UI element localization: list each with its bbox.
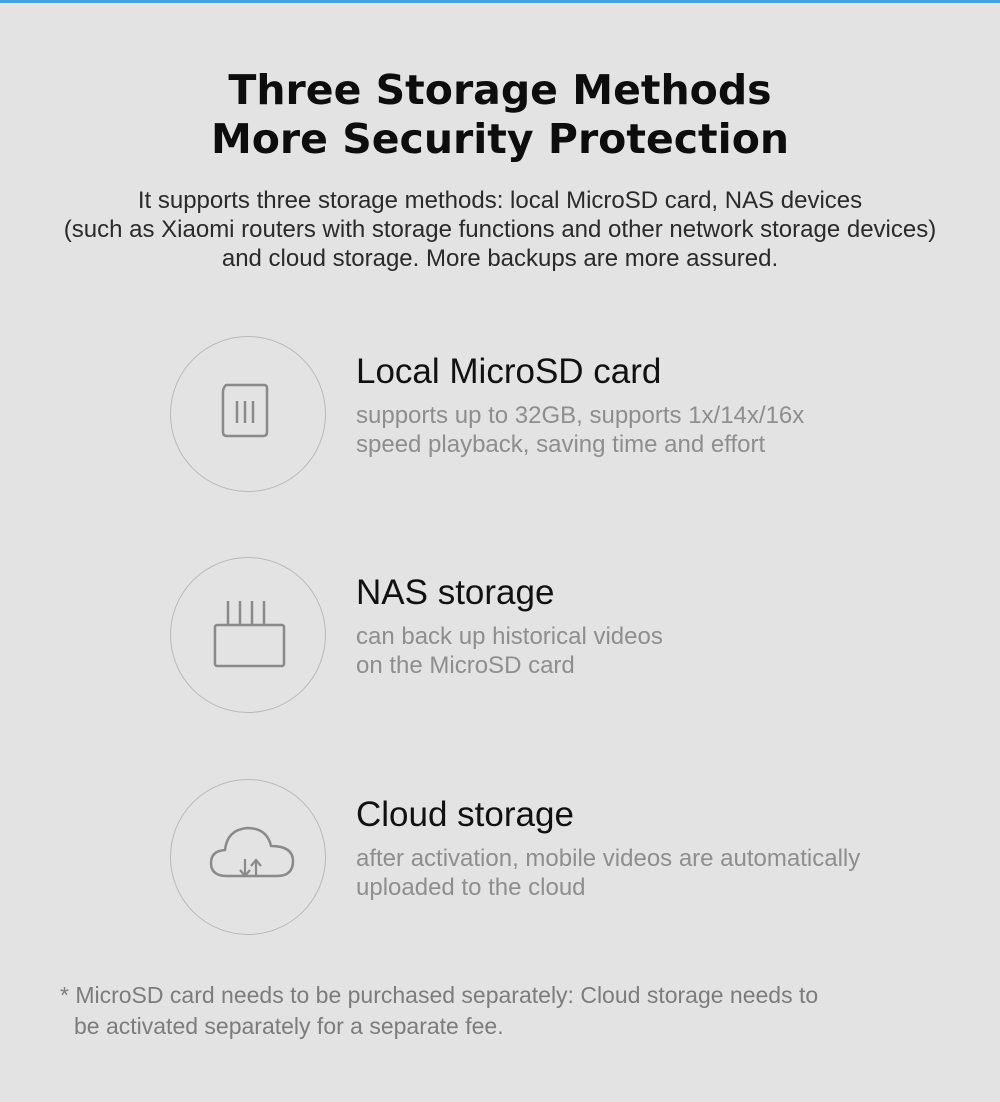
feature-desc-line-1: supports up to 32GB, supports 1x/14x/16x <box>356 402 805 429</box>
feature-desc-line-1: after activation, mobile videos are automatically <box>356 845 861 872</box>
feature-title: Cloud storage <box>356 795 574 834</box>
feature-desc-line-2: on the MicroSD card <box>356 652 575 679</box>
intro-line-1: It supports three storage methods: local MicroSD card, NAS devices <box>137 187 863 214</box>
intro-line-3: and cloud storage. More backups are more assured. <box>221 245 779 272</box>
feature-icon-circle <box>170 779 326 935</box>
cloud-upload-download-icon <box>171 780 325 934</box>
footnote-line-2: be activated separately for a separate fee. <box>74 1013 504 1039</box>
feature-nas <box>0 557 1000 717</box>
feature-cloud <box>0 779 1000 939</box>
feature-microsd <box>0 336 1000 496</box>
footnote-line-1: * MicroSD card needs to be purchased separately: Cloud storage needs to <box>60 982 819 1008</box>
intro-line-2: (such as Xiaomi routers with storage functions and other network storage devices) <box>63 216 937 243</box>
footnote <box>60 980 818 1042</box>
title-line-2: More Security Protection <box>210 115 790 163</box>
feature-title: Local MicroSD card <box>356 352 662 391</box>
feature-desc-line-2: speed playback, saving time and effort <box>356 431 766 458</box>
feature-desc-line-2: uploaded to the cloud <box>356 874 586 901</box>
feature-icon-circle <box>170 557 326 713</box>
page-title <box>0 66 1000 164</box>
feature-title: NAS storage <box>356 573 555 612</box>
feature-description <box>356 622 663 680</box>
title-line-1: Three Storage Methods <box>228 66 772 114</box>
intro-paragraph <box>0 186 1000 273</box>
top-accent-line <box>0 0 1000 3</box>
microsd-card-icon <box>171 337 325 491</box>
feature-description <box>356 401 804 459</box>
feature-desc-line-1: can back up historical videos <box>356 623 663 650</box>
feature-icon-circle <box>170 336 326 492</box>
feature-description <box>356 844 860 902</box>
router-icon <box>171 558 325 712</box>
